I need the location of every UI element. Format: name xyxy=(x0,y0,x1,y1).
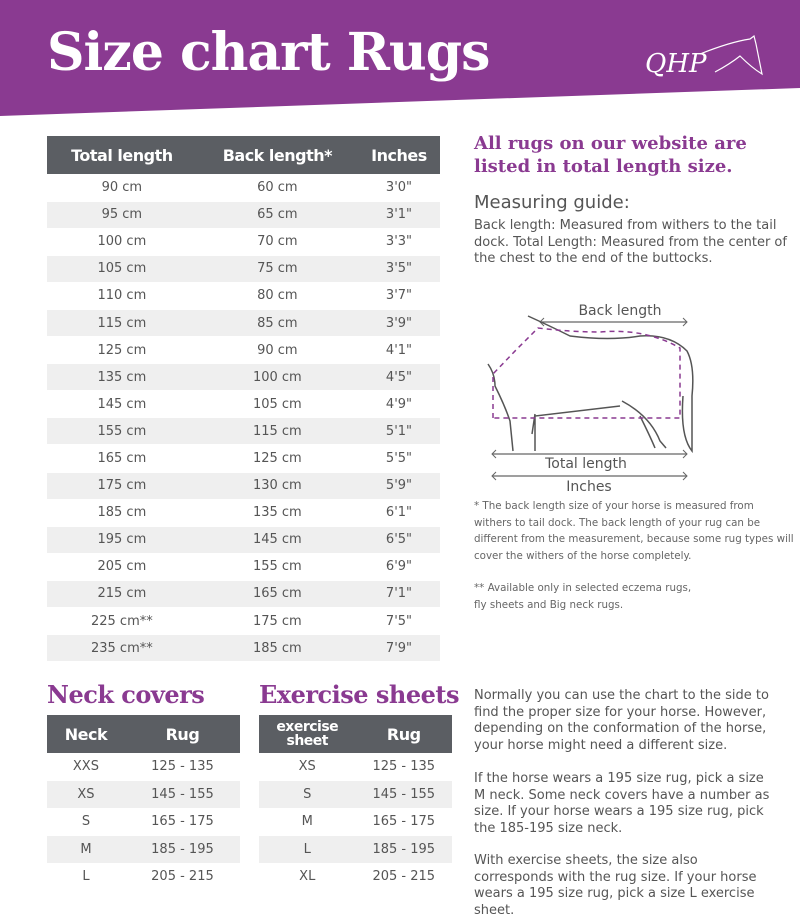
col-rug: Rug xyxy=(125,715,240,753)
exercise-sheet-table xyxy=(259,715,452,891)
exercise-sheets-title: Exercise sheets xyxy=(259,680,459,709)
table-cell: 100 cm xyxy=(47,228,197,255)
table-cell: 6'1" xyxy=(358,499,440,526)
table-cell: 185 - 195 xyxy=(356,836,453,864)
table-row xyxy=(259,753,452,781)
advice-paragraph-2: If the horse wears a 195 size rug, pick a size M neck. Some neck covers have a number as size. If your horse wears a 195 size rug, pick the 185-195 size neck. xyxy=(474,771,770,836)
table-cell: 115 cm xyxy=(47,309,197,336)
table-cell: XS xyxy=(259,753,356,781)
table-cell: 7'1" xyxy=(358,580,440,607)
neck-covers-title: Neck covers xyxy=(47,680,205,709)
table-row xyxy=(47,635,440,662)
table-cell: 145 - 155 xyxy=(125,781,240,809)
table-cell: S xyxy=(259,781,356,809)
col-back-length: Back length* xyxy=(197,136,358,174)
table-cell: 165 - 175 xyxy=(356,808,453,836)
table-row xyxy=(259,836,452,864)
table-cell: XXS xyxy=(47,753,125,781)
col-rug: Rug xyxy=(356,715,453,753)
table-cell: 205 cm xyxy=(47,553,197,580)
table-cell: 125 cm xyxy=(47,337,197,364)
availability-note: ** Available only in selected eczema rugs, fly sheets and Big neck rugs. xyxy=(474,582,692,611)
col-exercise-sheet: exercise sheet xyxy=(259,715,356,753)
table-cell: 110 cm xyxy=(47,282,197,309)
table-row xyxy=(47,445,440,472)
table-row xyxy=(47,472,440,499)
table-cell: 215 cm xyxy=(47,580,197,607)
table-cell: 185 - 195 xyxy=(125,836,240,864)
table-cell: 90 cm xyxy=(47,174,197,201)
table-row xyxy=(47,580,440,607)
table-cell: 235 cm** xyxy=(47,635,197,662)
table-cell: 185 cm xyxy=(47,499,197,526)
table-row xyxy=(47,753,240,781)
table-cell: 5'1" xyxy=(358,418,440,445)
table-cell: 185 cm xyxy=(197,635,358,662)
table-cell: 125 - 135 xyxy=(356,753,453,781)
col-total-length: Total length xyxy=(47,136,197,174)
table-cell: 195 cm xyxy=(47,526,197,553)
table-row xyxy=(259,808,452,836)
advice-paragraph-1: Normally you can use the chart to the side to find the proper size for your horse. However, depending on the conformation of the horse, your horse might need a different size. xyxy=(474,688,769,753)
table-row xyxy=(47,201,440,228)
table-row xyxy=(47,499,440,526)
guide-title: Measuring guide: xyxy=(474,192,630,213)
table-cell: 145 cm xyxy=(47,391,197,418)
table-cell: 3'5" xyxy=(358,255,440,282)
table-row xyxy=(47,228,440,255)
table-cell: XS xyxy=(47,781,125,809)
table-cell: 70 cm xyxy=(197,228,358,255)
table-cell: 135 cm xyxy=(47,364,197,391)
table-row xyxy=(47,808,240,836)
neck-cover-table xyxy=(47,715,240,891)
table-cell: 125 cm xyxy=(197,445,358,472)
table-cell: 165 - 175 xyxy=(125,808,240,836)
table-cell: 145 cm xyxy=(197,526,358,553)
table-cell: 115 cm xyxy=(197,418,358,445)
table-cell: 105 cm xyxy=(197,391,358,418)
table-row xyxy=(259,781,452,809)
table-cell: 75 cm xyxy=(197,255,358,282)
table-cell: 5'5" xyxy=(358,445,440,472)
table-row xyxy=(47,863,240,891)
table-cell: 3'1" xyxy=(358,201,440,228)
table-cell: 3'9" xyxy=(358,309,440,336)
table-row xyxy=(47,174,440,201)
table-cell: 85 cm xyxy=(197,309,358,336)
table-row xyxy=(47,836,240,864)
table-row xyxy=(47,282,440,309)
table-cell: 95 cm xyxy=(47,201,197,228)
back-length-label: Back length xyxy=(578,303,662,319)
inches-label: Inches xyxy=(566,479,612,495)
table-cell: 205 - 215 xyxy=(356,863,453,891)
table-cell: 6'9" xyxy=(358,553,440,580)
svg-text:QHP: QHP xyxy=(645,49,707,79)
table-cell: 6'5" xyxy=(358,526,440,553)
table-cell: 225 cm** xyxy=(47,608,197,635)
table-cell: 105 cm xyxy=(47,255,197,282)
table-cell: 65 cm xyxy=(197,201,358,228)
table-cell: 205 - 215 xyxy=(125,863,240,891)
table-cell: 4'5" xyxy=(358,364,440,391)
table-cell: 3'7" xyxy=(358,282,440,309)
table-cell: L xyxy=(47,863,125,891)
table-row xyxy=(259,863,452,891)
table-row xyxy=(47,309,440,336)
table-cell: 60 cm xyxy=(197,174,358,201)
advice-paragraph-3: With exercise sheets, the size also corresponds with the rug size. If your horse wears a 195 size rug, pick a size L exercise sheet. xyxy=(474,853,757,918)
table-cell: 145 - 155 xyxy=(356,781,453,809)
table-row xyxy=(47,553,440,580)
table-cell: 135 cm xyxy=(197,499,358,526)
table-row xyxy=(47,608,440,635)
table-cell: 155 cm xyxy=(197,553,358,580)
table-row xyxy=(47,391,440,418)
table-cell: 125 - 135 xyxy=(125,753,240,781)
table-cell: L xyxy=(259,836,356,864)
table-cell: 100 cm xyxy=(197,364,358,391)
table-cell: 7'5" xyxy=(358,608,440,635)
table-cell: 155 cm xyxy=(47,418,197,445)
table-cell: 90 cm xyxy=(197,337,358,364)
lead-text: All rugs on our website are listed in total length size. xyxy=(474,133,747,177)
rug-size-table xyxy=(47,136,440,662)
table-row xyxy=(47,364,440,391)
table-cell: 5'9" xyxy=(358,472,440,499)
table-cell: M xyxy=(259,808,356,836)
table-cell: 80 cm xyxy=(197,282,358,309)
back-length-note: * The back length size of your horse is measured from withers to tail dock. The back length of your rug can be different from the measurement, because some rug types will cover the withers of the horse completely. xyxy=(474,500,794,562)
table-cell: 7'9" xyxy=(358,635,440,662)
total-length-label: Total length xyxy=(545,456,627,472)
table-row xyxy=(47,781,240,809)
table-cell: 4'1" xyxy=(358,337,440,364)
horse-diagram xyxy=(480,296,710,496)
table-cell: 3'3" xyxy=(358,228,440,255)
table-cell: 4'9" xyxy=(358,391,440,418)
table-cell: 165 cm xyxy=(47,445,197,472)
table-row xyxy=(47,255,440,282)
table-cell: 165 cm xyxy=(197,580,358,607)
page-title: Size chart Rugs xyxy=(47,22,490,83)
table-cell: 175 cm xyxy=(197,608,358,635)
table-cell: 3'0" xyxy=(358,174,440,201)
table-row xyxy=(47,418,440,445)
table-cell: 130 cm xyxy=(197,472,358,499)
table-row xyxy=(47,526,440,553)
table-cell: S xyxy=(47,808,125,836)
col-neck: Neck xyxy=(47,715,125,753)
guide-text: Back length: Measured from withers to the tail dock. Total Length: Measured from the center of the chest to the end of the buttocks. xyxy=(474,218,787,266)
table-row xyxy=(47,337,440,364)
table-cell: 175 cm xyxy=(47,472,197,499)
table-cell: M xyxy=(47,836,125,864)
col-inches: Inches xyxy=(358,136,440,174)
table-cell: XL xyxy=(259,863,356,891)
qhp-logo xyxy=(640,34,765,84)
